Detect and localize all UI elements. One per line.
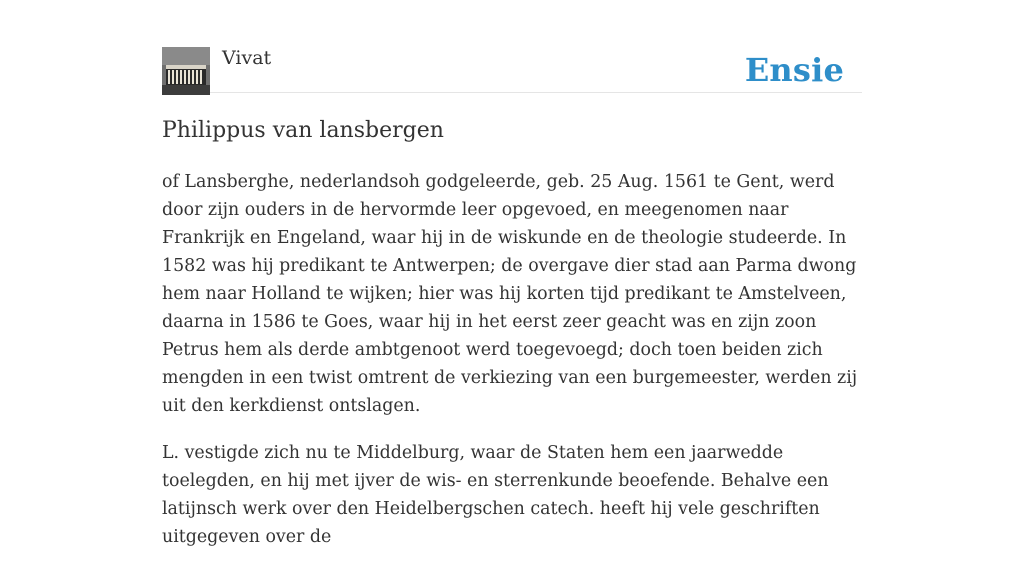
avatar-image [162,47,210,95]
article-body [162,168,864,570]
paragraph: of Lansberghe, nederlandsoh godgeleerde, geb. 25 Aug. 1561 te Gent, werd door zijn ouders in de hervormde leer opgevoed, en meegenomen naar Frankrijk en Engeland, waar hij in de wiskunde en de theologie studeerde. In 1582 was hij predikant te Antwerpen; de overgave dier stad aan Parma dwong hem naar Holland te wijken; hier was hij korten tijd predikant te Amstelveen, daarna in 1586 te Goes, waar hij in het eerst zeer geacht was en zijn zoon Petrus hem als derde ambtgenoot werd toegevoegd; doch toen beiden zich mengden in een twist omtrent de verkiezing van een burgemeester, werden zij uit den kerkdienst ontslagen. [162,172,858,416]
article-title: Philippus van lansbergen [162,118,444,143]
header [162,46,862,93]
paragraph: L. vestigde zich nu te Middelburg, waar de Staten hem een jaarwedde toelegden, en hij met ijver de wis- en sterrenkunde beoefende. Behalve een latijnsch werk over den Heidelbergschen catech. heeft hij vele geschriften uitgegeven over de [162,443,829,547]
author-name[interactable]: Vivat [222,47,272,69]
brand-logo[interactable]: Ensie [744,51,844,89]
avatar[interactable] [162,47,210,95]
